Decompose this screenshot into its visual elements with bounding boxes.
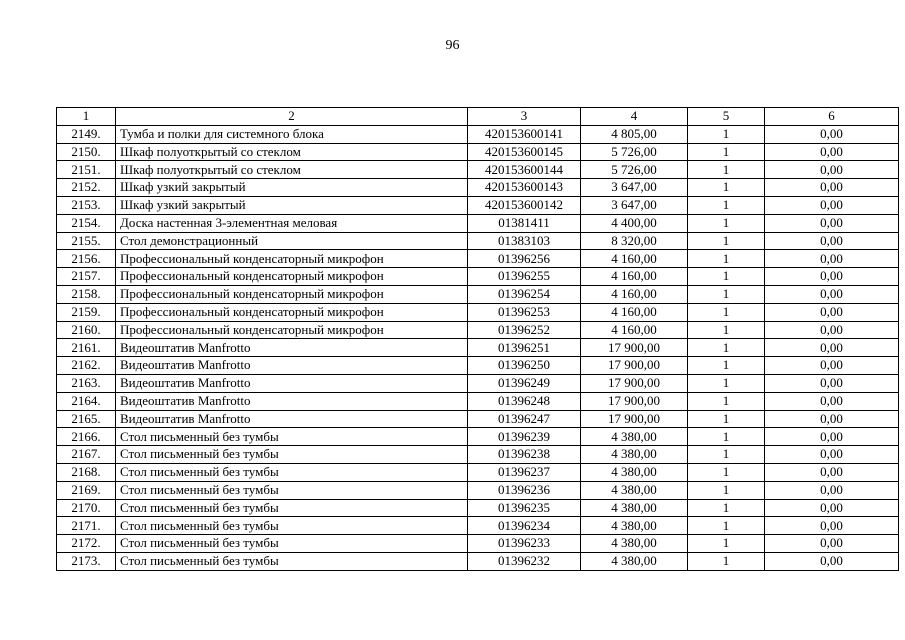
table-row: [57, 446, 899, 464]
inventory-number-cell: 01396247: [468, 410, 581, 428]
quantity-cell: 1: [688, 303, 765, 321]
row-number-cell: 2151.: [57, 161, 116, 179]
cost-cell: 3 647,00: [581, 196, 688, 214]
cost-cell: 4 160,00: [581, 303, 688, 321]
residual-value-cell: 0,00: [765, 481, 899, 499]
row-number-cell: 2162.: [57, 357, 116, 375]
row-number-cell: 2164.: [57, 392, 116, 410]
row-number-cell: 2161.: [57, 339, 116, 357]
item-name-cell: Профессиональный конденсаторный микрофон: [116, 268, 468, 286]
item-name-cell: Стол письменный без тумбы: [116, 517, 468, 535]
cost-cell: 5 726,00: [581, 143, 688, 161]
cost-cell: 5 726,00: [581, 161, 688, 179]
row-number-cell: 2168.: [57, 463, 116, 481]
inventory-number-cell: 420153600141: [468, 125, 581, 143]
inventory-number-cell: 420153600145: [468, 143, 581, 161]
residual-value-cell: 0,00: [765, 285, 899, 303]
item-name-cell: Профессиональный конденсаторный микрофон: [116, 303, 468, 321]
residual-value-cell: 0,00: [765, 268, 899, 286]
quantity-cell: 1: [688, 250, 765, 268]
cost-cell: 4 380,00: [581, 446, 688, 464]
cost-cell: 3 647,00: [581, 179, 688, 197]
quantity-cell: 1: [688, 374, 765, 392]
inventory-number-cell: 01396255: [468, 268, 581, 286]
quantity-cell: 1: [688, 392, 765, 410]
quantity-cell: 1: [688, 285, 765, 303]
row-number-cell: 2170.: [57, 499, 116, 517]
page-number: 96: [445, 38, 460, 53]
quantity-cell: 1: [688, 196, 765, 214]
cost-cell: 4 380,00: [581, 499, 688, 517]
residual-value-cell: 0,00: [765, 321, 899, 339]
column-header-2: 2: [116, 108, 468, 126]
item-name-cell: Стол письменный без тумбы: [116, 446, 468, 464]
table-row: [57, 339, 899, 357]
item-name-cell: Стол письменный без тумбы: [116, 499, 468, 517]
cost-cell: 4 160,00: [581, 268, 688, 286]
item-name-cell: Тумба и полки для системного блока: [116, 125, 468, 143]
cost-cell: 17 900,00: [581, 410, 688, 428]
residual-value-cell: 0,00: [765, 125, 899, 143]
table-row: [57, 214, 899, 232]
row-number-cell: 2166.: [57, 428, 116, 446]
row-number-cell: 2156.: [57, 250, 116, 268]
residual-value-cell: 0,00: [765, 179, 899, 197]
residual-value-cell: 0,00: [765, 552, 899, 570]
residual-value-cell: 0,00: [765, 463, 899, 481]
item-name-cell: Доска настенная 3-элементная меловая: [116, 214, 468, 232]
inventory-number-cell: 01396236: [468, 481, 581, 499]
inventory-number-cell: 01396248: [468, 392, 581, 410]
item-name-cell: Профессиональный конденсаторный микрофон: [116, 285, 468, 303]
residual-value-cell: 0,00: [765, 446, 899, 464]
cost-cell: 4 380,00: [581, 463, 688, 481]
cost-cell: 4 380,00: [581, 517, 688, 535]
table-row: [57, 232, 899, 250]
inventory-table: [56, 107, 899, 571]
cost-cell: 4 160,00: [581, 250, 688, 268]
quantity-cell: 1: [688, 232, 765, 250]
table-row: [57, 303, 899, 321]
quantity-cell: 1: [688, 446, 765, 464]
inventory-number-cell: 01396251: [468, 339, 581, 357]
column-header-1: 1: [57, 108, 116, 126]
row-number-cell: 2165.: [57, 410, 116, 428]
item-name-cell: Стол письменный без тумбы: [116, 463, 468, 481]
residual-value-cell: 0,00: [765, 410, 899, 428]
quantity-cell: 1: [688, 517, 765, 535]
inventory-number-cell: 420153600144: [468, 161, 581, 179]
item-name-cell: Стол письменный без тумбы: [116, 535, 468, 553]
item-name-cell: Профессиональный конденсаторный микрофон: [116, 321, 468, 339]
residual-value-cell: 0,00: [765, 339, 899, 357]
item-name-cell: Видеоштатив Manfrotto: [116, 357, 468, 375]
cost-cell: 4 380,00: [581, 552, 688, 570]
inventory-number-cell: 01396252: [468, 321, 581, 339]
column-header-4: 4: [581, 108, 688, 126]
residual-value-cell: 0,00: [765, 517, 899, 535]
row-number-cell: 2163.: [57, 374, 116, 392]
table-row: [57, 428, 899, 446]
cost-cell: 4 160,00: [581, 321, 688, 339]
item-name-cell: Шкаф узкий закрытый: [116, 179, 468, 197]
inventory-number-cell: 01396253: [468, 303, 581, 321]
cost-cell: 17 900,00: [581, 339, 688, 357]
row-number-cell: 2167.: [57, 446, 116, 464]
quantity-cell: 1: [688, 321, 765, 339]
item-name-cell: Видеоштатив Manfrotto: [116, 410, 468, 428]
residual-value-cell: 0,00: [765, 392, 899, 410]
quantity-cell: 1: [688, 125, 765, 143]
table-row: [57, 285, 899, 303]
cost-cell: 17 900,00: [581, 357, 688, 375]
table-row: [57, 481, 899, 499]
inventory-number-cell: 01396234: [468, 517, 581, 535]
table-row: [57, 392, 899, 410]
table-row: [57, 161, 899, 179]
item-name-cell: Шкаф узкий закрытый: [116, 196, 468, 214]
item-name-cell: Видеоштатив Manfrotto: [116, 374, 468, 392]
residual-value-cell: 0,00: [765, 143, 899, 161]
quantity-cell: 1: [688, 463, 765, 481]
table-row: [57, 535, 899, 553]
quantity-cell: 1: [688, 428, 765, 446]
table-row: [57, 179, 899, 197]
inventory-number-cell: 420153600142: [468, 196, 581, 214]
table-row: [57, 196, 899, 214]
quantity-cell: 1: [688, 143, 765, 161]
table-row: [57, 250, 899, 268]
column-header-5: 5: [688, 108, 765, 126]
table-row: [57, 517, 899, 535]
row-number-cell: 2160.: [57, 321, 116, 339]
table-row: [57, 321, 899, 339]
item-name-cell: Стол письменный без тумбы: [116, 481, 468, 499]
row-number-cell: 2153.: [57, 196, 116, 214]
quantity-cell: 1: [688, 535, 765, 553]
inventory-number-cell: 01396238: [468, 446, 581, 464]
row-number-cell: 2149.: [57, 125, 116, 143]
item-name-cell: Видеоштатив Manfrotto: [116, 392, 468, 410]
cost-cell: 4 160,00: [581, 285, 688, 303]
quantity-cell: 1: [688, 552, 765, 570]
residual-value-cell: 0,00: [765, 196, 899, 214]
cost-cell: 4 380,00: [581, 535, 688, 553]
inventory-number-cell: 01396250: [468, 357, 581, 375]
residual-value-cell: 0,00: [765, 499, 899, 517]
quantity-cell: 1: [688, 268, 765, 286]
item-name-cell: Шкаф полуоткрытый со стеклом: [116, 143, 468, 161]
table-row: [57, 268, 899, 286]
row-number-cell: 2157.: [57, 268, 116, 286]
inventory-table-body: [57, 108, 899, 571]
table-row: [57, 357, 899, 375]
table-row: [57, 125, 899, 143]
row-number-cell: 2155.: [57, 232, 116, 250]
residual-value-cell: 0,00: [765, 303, 899, 321]
item-name-cell: Стол письменный без тумбы: [116, 552, 468, 570]
table-row: [57, 552, 899, 570]
inventory-number-cell: 420153600143: [468, 179, 581, 197]
table-row: [57, 463, 899, 481]
table-row: [57, 143, 899, 161]
item-name-cell: Стол письменный без тумбы: [116, 428, 468, 446]
table-row: [57, 374, 899, 392]
row-number-cell: 2171.: [57, 517, 116, 535]
inventory-number-cell: 01381411: [468, 214, 581, 232]
residual-value-cell: 0,00: [765, 250, 899, 268]
column-header-6: 6: [765, 108, 899, 126]
item-name-cell: Видеоштатив Manfrotto: [116, 339, 468, 357]
cost-cell: 4 380,00: [581, 428, 688, 446]
inventory-number-cell: 01396254: [468, 285, 581, 303]
inventory-number-cell: 01383103: [468, 232, 581, 250]
residual-value-cell: 0,00: [765, 357, 899, 375]
quantity-cell: 1: [688, 214, 765, 232]
table-header-row: [57, 108, 899, 126]
cost-cell: 4 400,00: [581, 214, 688, 232]
inventory-number-cell: 01396235: [468, 499, 581, 517]
cost-cell: 4 380,00: [581, 481, 688, 499]
cost-cell: 17 900,00: [581, 374, 688, 392]
inventory-number-cell: 01396237: [468, 463, 581, 481]
table-row: [57, 410, 899, 428]
residual-value-cell: 0,00: [765, 161, 899, 179]
inventory-number-cell: 01396233: [468, 535, 581, 553]
row-number-cell: 2159.: [57, 303, 116, 321]
quantity-cell: 1: [688, 339, 765, 357]
table-row: [57, 499, 899, 517]
cost-cell: 8 320,00: [581, 232, 688, 250]
residual-value-cell: 0,00: [765, 232, 899, 250]
row-number-cell: 2154.: [57, 214, 116, 232]
row-number-cell: 2172.: [57, 535, 116, 553]
residual-value-cell: 0,00: [765, 428, 899, 446]
quantity-cell: 1: [688, 161, 765, 179]
inventory-number-cell: 01396239: [468, 428, 581, 446]
row-number-cell: 2173.: [57, 552, 116, 570]
residual-value-cell: 0,00: [765, 214, 899, 232]
item-name-cell: Профессиональный конденсаторный микрофон: [116, 250, 468, 268]
quantity-cell: 1: [688, 410, 765, 428]
column-header-3: 3: [468, 108, 581, 126]
row-number-cell: 2152.: [57, 179, 116, 197]
row-number-cell: 2169.: [57, 481, 116, 499]
residual-value-cell: 0,00: [765, 374, 899, 392]
inventory-number-cell: 01396249: [468, 374, 581, 392]
residual-value-cell: 0,00: [765, 535, 899, 553]
cost-cell: 4 805,00: [581, 125, 688, 143]
row-number-cell: 2150.: [57, 143, 116, 161]
quantity-cell: 1: [688, 481, 765, 499]
quantity-cell: 1: [688, 499, 765, 517]
row-number-cell: 2158.: [57, 285, 116, 303]
quantity-cell: 1: [688, 357, 765, 375]
inventory-number-cell: 01396232: [468, 552, 581, 570]
cost-cell: 17 900,00: [581, 392, 688, 410]
item-name-cell: Шкаф полуоткрытый со стеклом: [116, 161, 468, 179]
inventory-number-cell: 01396256: [468, 250, 581, 268]
item-name-cell: Стол демонстрационный: [116, 232, 468, 250]
quantity-cell: 1: [688, 179, 765, 197]
